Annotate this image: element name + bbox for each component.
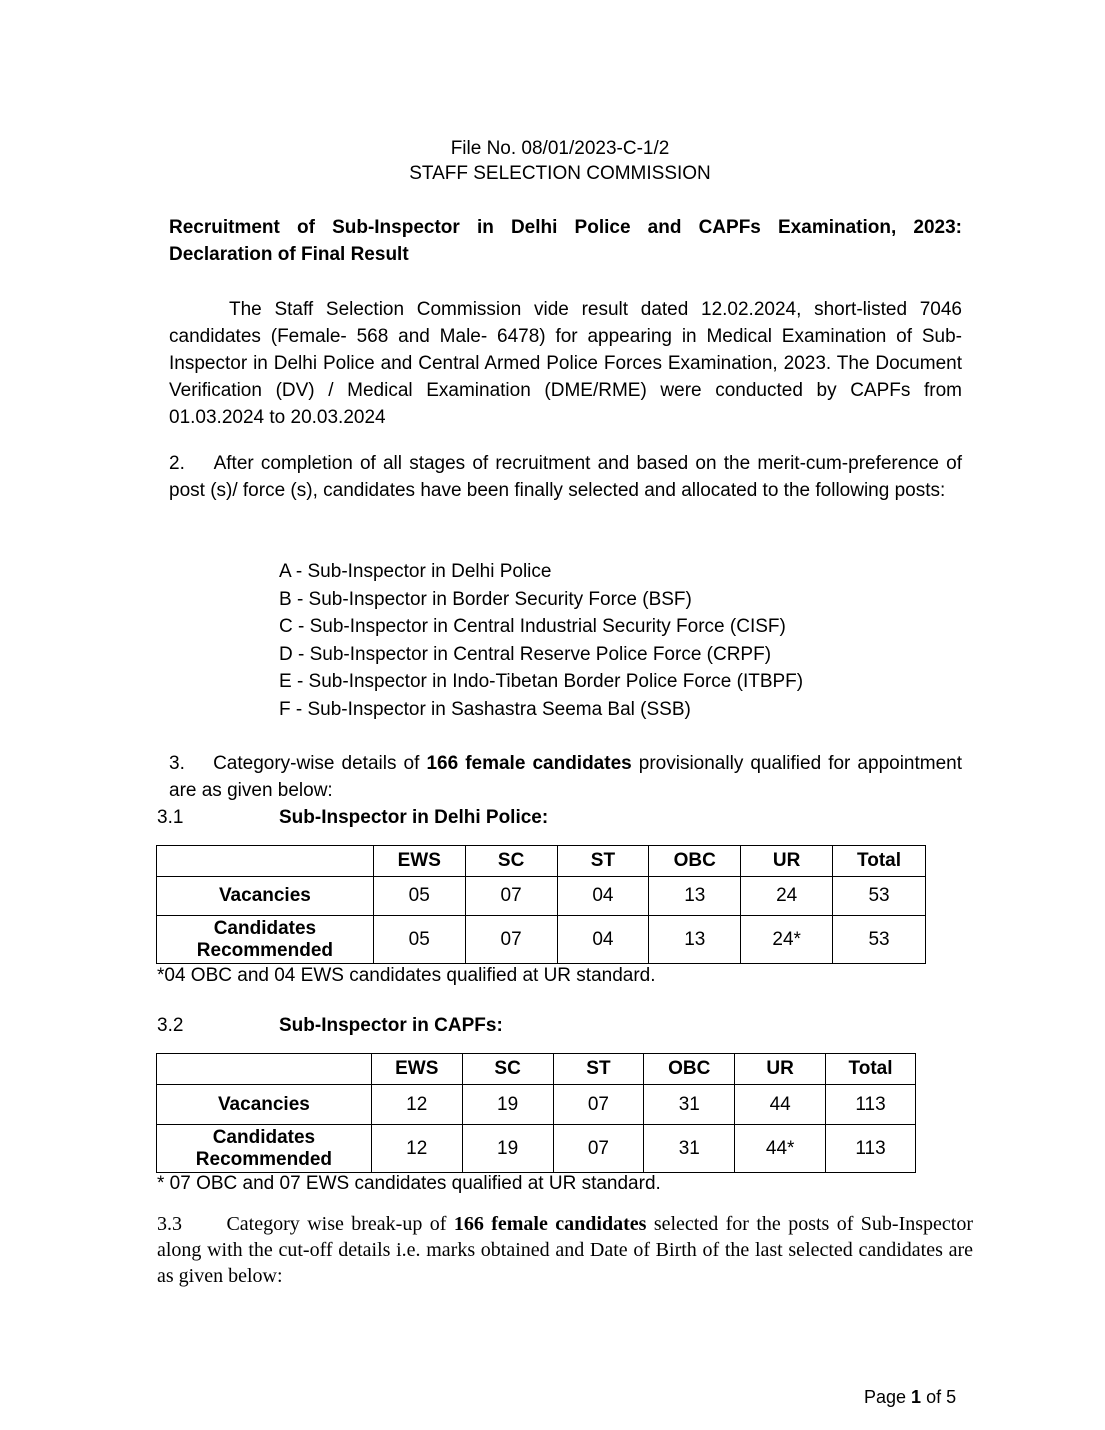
- table-row: [157, 1125, 916, 1173]
- organization-name: STAFF SELECTION COMMISSION: [409, 163, 711, 184]
- table-cell: 113: [826, 1125, 916, 1173]
- table-cell: 24*: [741, 916, 833, 964]
- table-header-row: [157, 1054, 916, 1085]
- post-item: A - Sub-Inspector in Delhi Police: [279, 561, 552, 582]
- table-cell: 19: [462, 1125, 553, 1173]
- header-cell: Total: [833, 846, 926, 877]
- post-item: B - Sub-Inspector in Border Security Force (BSF): [279, 588, 692, 610]
- section-3-3-prefix: Category wise break-up of: [226, 1213, 454, 1235]
- header-cell: UR: [741, 846, 833, 877]
- file-number: File No. 08/01/2023-C-1/2: [450, 138, 670, 159]
- capfs-table: [156, 1053, 916, 1173]
- header-cell: EWS: [373, 846, 465, 877]
- table-cell: 04: [557, 877, 649, 916]
- post-item: D - Sub-Inspector in Central Reserve Police Force (CRPF): [279, 643, 772, 665]
- paragraph-3-suffix: provisionally qualified for appointment are as given below:: [169, 753, 963, 801]
- header-cell: Total: [826, 1054, 916, 1085]
- table-cell: 53: [833, 877, 926, 916]
- section-number: 3.2: [157, 1015, 184, 1036]
- table-note: * 07 OBC and 07 EWS candidates qualified at UR standard.: [157, 1173, 661, 1194]
- section-3-3-suffix: selected for the posts of Sub-Inspector along with the cut-off details i.e. marks obtained and Date of Birth of the last selected candidates are as given below:: [157, 1213, 974, 1287]
- table-cell: 04: [557, 916, 649, 964]
- paragraph-3: [169, 750, 962, 804]
- header-cell: [157, 1054, 372, 1085]
- post-list: [279, 558, 803, 723]
- page-prefix: Page: [864, 1387, 912, 1407]
- section-number: 3.3: [157, 1213, 182, 1235]
- section-3-2-heading: [157, 1013, 503, 1039]
- paragraph-3-bold: 166 female candidates: [426, 753, 632, 774]
- table-cell: 07: [553, 1125, 644, 1173]
- table-cell: 53: [833, 916, 926, 964]
- post-item: F - Sub-Inspector in Sashastra Seema Bal (SSB): [279, 698, 691, 720]
- table-cell: 07: [553, 1085, 644, 1125]
- table-header-row: [157, 846, 926, 877]
- table-row: [157, 916, 926, 964]
- document-title: Recruitment of Sub-Inspector in Delhi Police and CAPFs Examination, 2023: Declaration of Final Result: [169, 217, 962, 265]
- section-title: Sub-Inspector in Delhi Police:: [279, 807, 549, 828]
- table-cell: 24: [741, 877, 833, 916]
- section-title: Sub-Inspector in CAPFs:: [279, 1015, 503, 1036]
- page-mid: of: [921, 1387, 947, 1407]
- post-item: E - Sub-Inspector in Indo-Tibetan Border Police Force (ITBPF): [279, 671, 804, 692]
- header-cell: [157, 846, 374, 877]
- paragraph-1: The Staff Selection Commission vide result dated 12.02.2024, short-listed 7046 candidates (Female- 568 and Male- 6478) for appearing in Medical Examination of Sub-Inspector in Delhi Police and Central Armed Police Forces Examination, 2023. The Document Verification (DV) / Medical Examination (DME/RME) were conducted by CAPFs from 01.03.2024 to 20.03.2024: [169, 299, 962, 428]
- table-row: [157, 1085, 916, 1125]
- table-cell: 05: [373, 916, 465, 964]
- delhi-police-table: [156, 845, 926, 964]
- row-label: Candidates Recommended: [157, 916, 374, 964]
- current-page: 1: [911, 1387, 922, 1407]
- total-pages: 5: [946, 1387, 957, 1407]
- page-number: [864, 1385, 956, 1409]
- section-3-3-bold: 166 female candidates: [453, 1213, 647, 1235]
- header-cell: ST: [557, 846, 649, 877]
- table-note: *04 OBC and 04 EWS candidates qualified at UR standard.: [157, 965, 656, 986]
- table-cell: 07: [465, 916, 557, 964]
- header-cell: EWS: [371, 1054, 462, 1085]
- header-cell: OBC: [649, 846, 741, 877]
- table-cell: 44: [735, 1085, 826, 1125]
- row-label: Candidates Recommended: [157, 1125, 372, 1173]
- table-cell: 113: [826, 1085, 916, 1125]
- header-cell: SC: [465, 846, 557, 877]
- row-label: Vacancies: [157, 1085, 372, 1125]
- table-cell: 44*: [735, 1125, 826, 1173]
- header-cell: SC: [462, 1054, 553, 1085]
- header-cell: ST: [553, 1054, 644, 1085]
- paragraph-2: 2. After completion of all stages of recruitment and based on the merit-cum-preference of post (s)/ force (s), candidates have been finally selected and allocated to the following posts:: [169, 453, 962, 501]
- section-3-3-paragraph: [157, 1211, 973, 1289]
- table-cell: 13: [649, 916, 741, 964]
- table-cell: 07: [465, 877, 557, 916]
- table-cell: 31: [644, 1125, 735, 1173]
- table-cell: 31: [644, 1085, 735, 1125]
- post-item: C - Sub-Inspector in Central Industrial Security Force (CISF): [279, 616, 786, 637]
- table-cell: 05: [373, 877, 465, 916]
- section-number: 3.1: [157, 807, 184, 828]
- table-cell: 12: [371, 1085, 462, 1125]
- table-cell: 13: [649, 877, 741, 916]
- table-cell: 19: [462, 1085, 553, 1125]
- table-row: [157, 877, 926, 916]
- paragraph-3-prefix: 3. Category-wise details of: [169, 753, 427, 774]
- row-label: Vacancies: [157, 877, 374, 916]
- section-3-1-heading: [157, 805, 548, 831]
- table-cell: 12: [371, 1125, 462, 1173]
- header-cell: UR: [735, 1054, 826, 1085]
- header-cell: OBC: [644, 1054, 735, 1085]
